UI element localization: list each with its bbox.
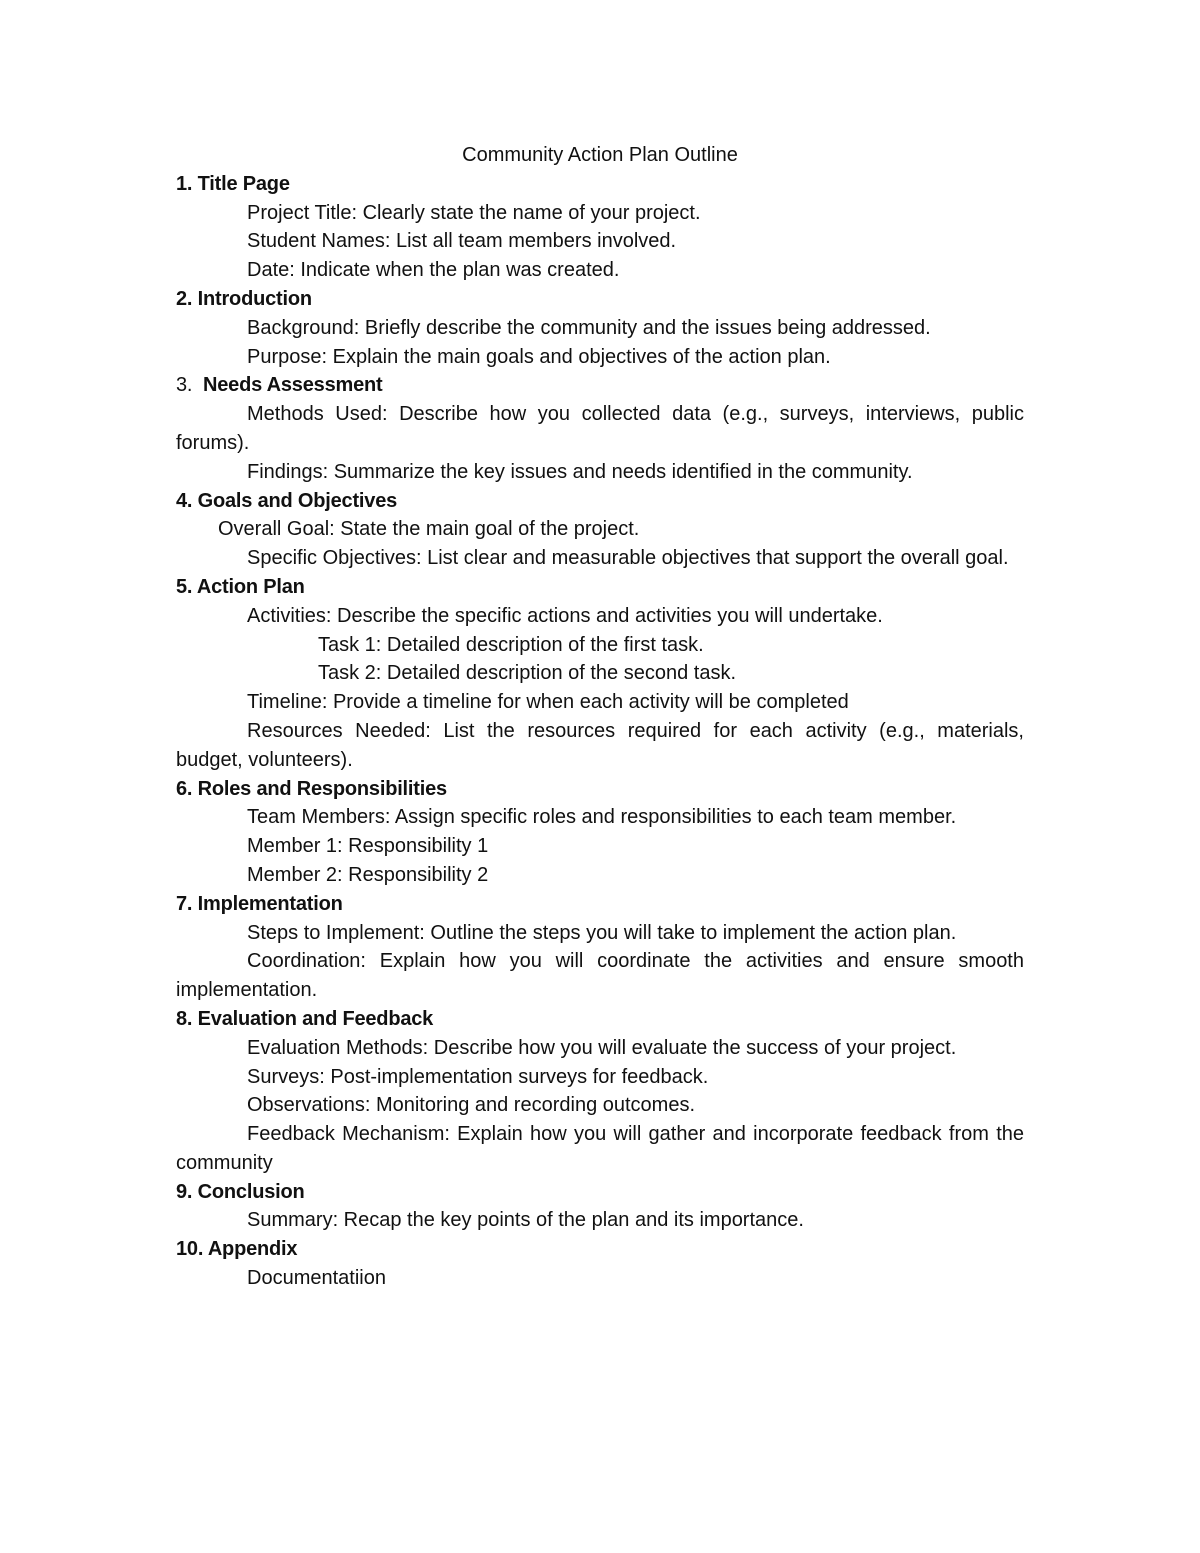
document-body — [176, 141, 1024, 1293]
section-heading-introduction: 2. Introduction — [176, 287, 312, 310]
section-heading-action-plan: 5. Action Plan — [176, 575, 305, 598]
section-item: Member 1: Responsibility 1 — [247, 835, 489, 858]
section-item: Overall Goal: State the main goal of the project. — [218, 518, 640, 541]
section-item: Findings: Summarize the key issues and needs identified in the community. — [247, 460, 913, 483]
section-heading-conclusion: 9. Conclusion — [176, 1180, 305, 1203]
section-heading-appendix: 10. Appendix — [176, 1238, 298, 1261]
section-heading-goals-objectives: 4. Goals and Objectives — [176, 489, 398, 512]
section-item: Team Members: Assign specific roles and responsibilities to each team member. — [247, 806, 957, 829]
section-item: Documentatiion — [247, 1267, 386, 1290]
section-heading-text: Needs Assessment — [203, 374, 383, 397]
section-number: 3. — [176, 374, 193, 397]
section-item: Evaluation Methods: Describe how you will evaluate the success of your project. — [247, 1036, 957, 1059]
section-item: Background: Briefly describe the community and the issues being addressed. — [247, 316, 931, 339]
section-item: Steps to Implement: Outline the steps you will take to implement the action plan. — [247, 921, 957, 944]
section-item: Coordination: Explain how you will coordinate the activities and ensure smooth implementation. — [176, 950, 1024, 1002]
section-item: Methods Used: Describe how you collected data (e.g., surveys, interviews, public forums). — [176, 403, 1024, 454]
section-item: Date: Indicate when the plan was created. — [247, 259, 620, 282]
section-heading-implementation: 7. Implementation — [176, 892, 343, 915]
section-subitem: Task 1: Detailed description of the first task. — [318, 633, 704, 656]
section-heading-title-page: 1. Title Page — [176, 172, 290, 195]
section-item: Specific Objectives: List clear and measurable objectives that support the overall goal. — [247, 547, 1009, 570]
section-item: Project Title: Clearly state the name of your project. — [247, 201, 701, 224]
section-item: Feedback Mechanism: Explain how you will gather and incorporate feedback from the community — [176, 1123, 1024, 1174]
section-item: Summary: Recap the key points of the plan and its importance. — [247, 1209, 804, 1232]
section-item: Resources Needed: List the resources required for each activity (e.g., materials, budget, volunteers). — [176, 719, 1024, 771]
section-item: Activities: Describe the specific actions and activities you will undertake. — [247, 604, 883, 627]
section-heading-needs-assessment — [176, 371, 1024, 400]
section-item: Surveys: Post-implementation surveys for feedback. — [247, 1065, 709, 1088]
section-item: Member 2: Responsibility 2 — [247, 863, 489, 886]
section-subitem: Task 2: Detailed description of the second task. — [318, 662, 737, 685]
section-item: Observations: Monitoring and recording outcomes. — [247, 1094, 696, 1117]
document-title: Community Action Plan Outline — [462, 144, 738, 166]
section-item: Student Names: List all team members involved. — [247, 230, 677, 253]
section-heading-roles-responsibilities: 6. Roles and Responsibilities — [176, 777, 447, 800]
section-item: Purpose: Explain the main goals and objectives of the action plan. — [247, 345, 831, 368]
section-item: Timeline: Provide a timeline for when each activity will be completed — [247, 691, 849, 714]
section-heading-evaluation-feedback: 8. Evaluation and Feedback — [176, 1007, 434, 1030]
